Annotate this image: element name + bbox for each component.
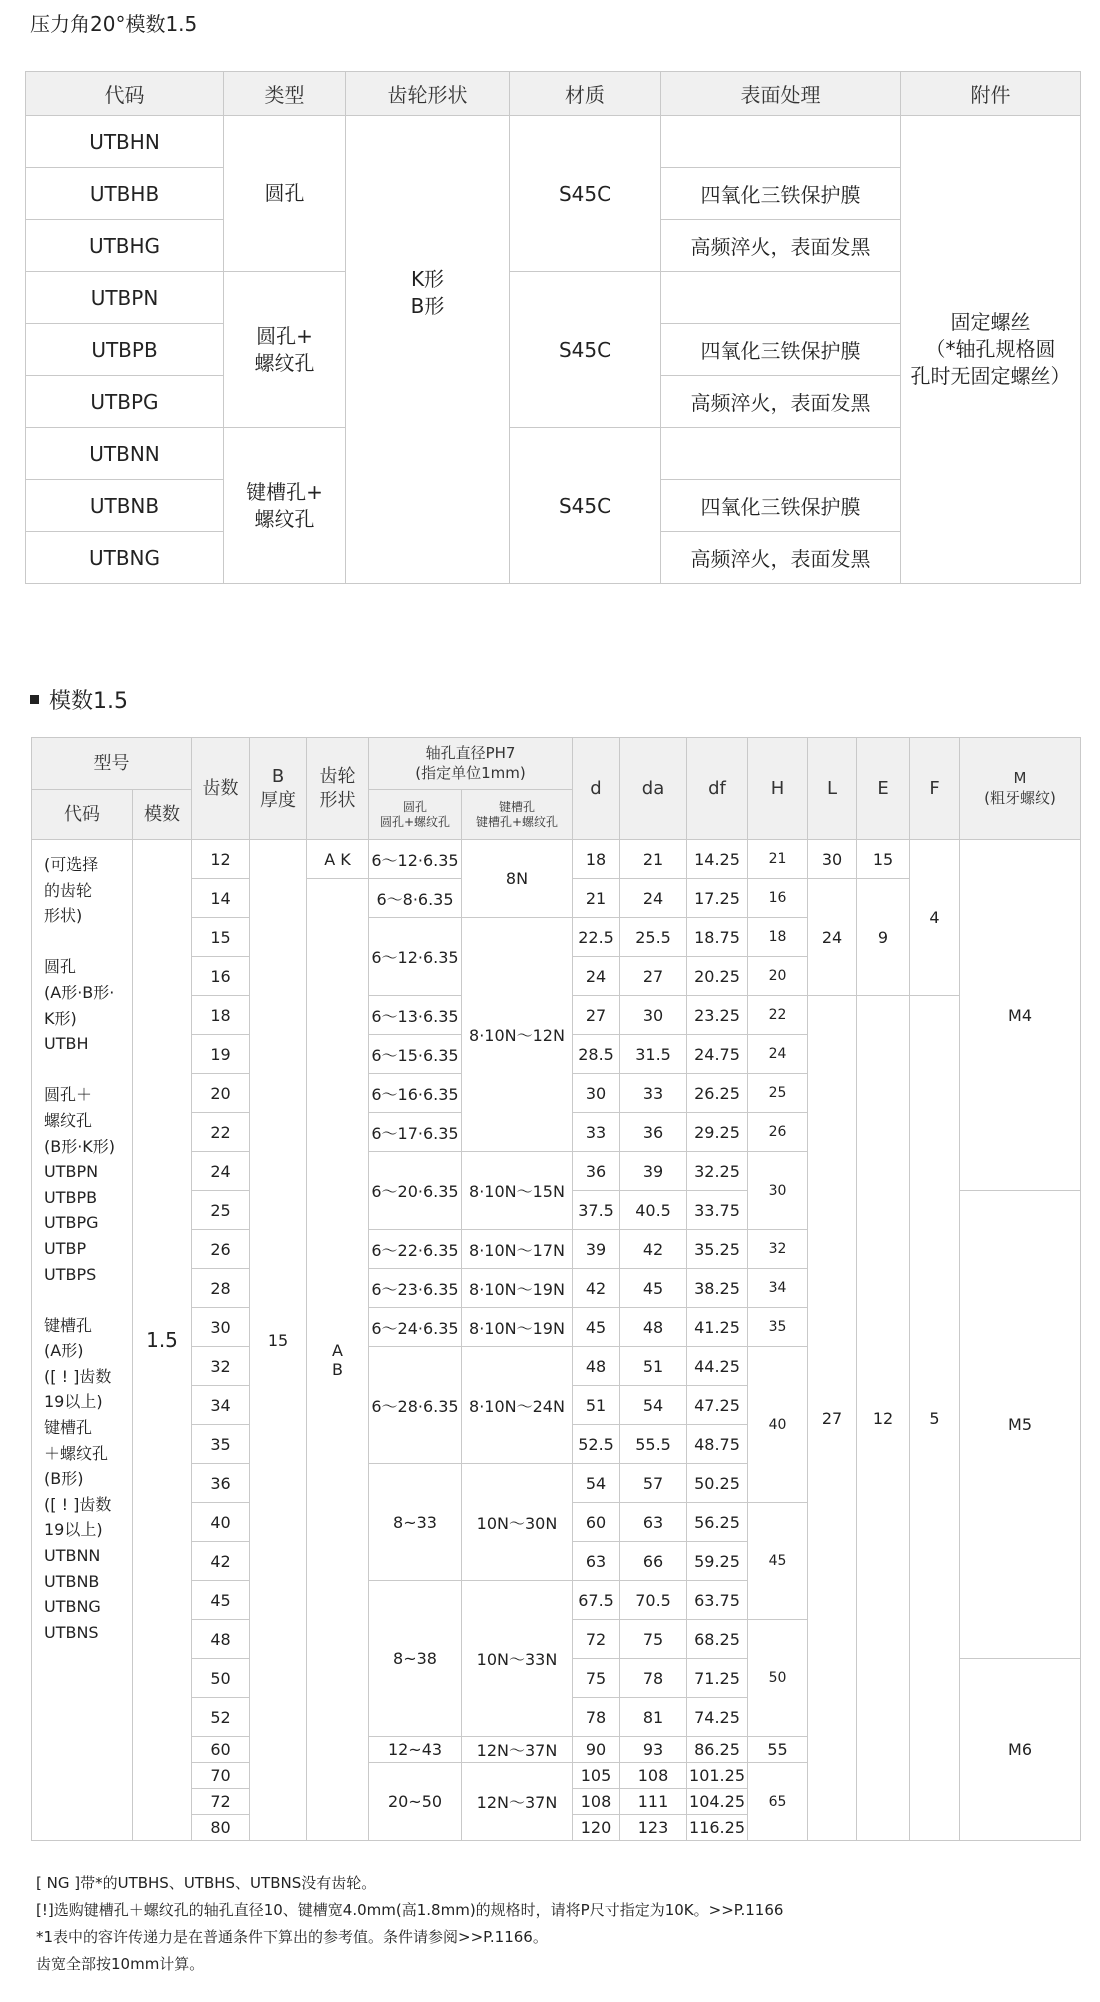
header-code: 代码 (26, 72, 224, 116)
h-cell: 24 (748, 1035, 808, 1074)
type-cell: 圆孔 (224, 116, 346, 272)
header-h: H (748, 738, 808, 840)
header-bore-diameter: 轴孔直径PH7 (指定单位1mm) (369, 738, 573, 790)
teeth-cell: 18 (192, 996, 250, 1035)
h-cell: 45 (748, 1503, 808, 1620)
d-cell: 108 (573, 1789, 620, 1815)
df-cell: 74.25 (687, 1698, 748, 1737)
keyway-bore-cell: 8·10N～19N (462, 1269, 573, 1308)
da-cell: 63 (620, 1503, 687, 1542)
da-cell: 70.5 (620, 1581, 687, 1620)
keyway-bore-cell: 8·10N～12N (462, 918, 573, 1152)
header-material: 材质 (510, 72, 661, 116)
surface-cell: 四氧化三铁保护膜 (661, 324, 901, 376)
header-attachment: 附件 (901, 72, 1081, 116)
header-l: L (808, 738, 857, 840)
da-cell: 54 (620, 1386, 687, 1425)
round-bore-cell: 8~38 (369, 1581, 462, 1737)
da-cell: 27 (620, 957, 687, 996)
da-cell: 57 (620, 1464, 687, 1503)
round-bore-cell: 6～15·6.35 (369, 1035, 462, 1074)
df-cell: 23.25 (687, 996, 748, 1035)
f-cell: 4 (910, 840, 960, 996)
module-cell: 1.5 (133, 840, 192, 1841)
code-cell: UTBNG (26, 532, 224, 584)
l-cell: 27 (808, 996, 857, 1841)
df-cell: 35.25 (687, 1230, 748, 1269)
keyway-bore-cell: 8N (462, 840, 573, 918)
surface-cell: 高频淬火，表面发黑 (661, 376, 901, 428)
specification-table (31, 737, 1081, 1841)
type-cell: 键槽孔+ 螺纹孔 (224, 428, 346, 584)
d-cell: 37.5 (573, 1191, 620, 1230)
header-m: M (粗牙螺纹) (960, 738, 1081, 840)
teeth-cell: 16 (192, 957, 250, 996)
teeth-cell: 32 (192, 1347, 250, 1386)
h-cell: 34 (748, 1269, 808, 1308)
code-cell: UTBPG (26, 376, 224, 428)
teeth-cell: 26 (192, 1230, 250, 1269)
d-cell: 21 (573, 879, 620, 918)
df-cell: 26.25 (687, 1074, 748, 1113)
d-cell: 63 (573, 1542, 620, 1581)
da-cell: 48 (620, 1308, 687, 1347)
material-cell: S45C (510, 428, 661, 584)
section-title-text: 模数1.5 (49, 689, 128, 714)
round-bore-cell: 6～28·6.35 (369, 1347, 462, 1464)
header-e: E (857, 738, 910, 840)
round-bore-cell: 20~50 (369, 1763, 462, 1841)
e-cell: 15 (857, 840, 910, 879)
header-type: 类型 (224, 72, 346, 116)
da-cell: 51 (620, 1347, 687, 1386)
h-cell: 22 (748, 996, 808, 1035)
df-cell: 63.75 (687, 1581, 748, 1620)
shape-cell: A B (307, 879, 369, 1841)
df-cell: 86.25 (687, 1737, 748, 1763)
table-row (32, 840, 1081, 879)
keyway-bore-cell: 12N～37N (462, 1763, 573, 1841)
section-title-pressure-angle: 压力角20°模数1.5 (30, 12, 198, 36)
f-cell: 5 (910, 996, 960, 1841)
d-cell: 120 (573, 1815, 620, 1841)
header-b-thickness: B 厚度 (250, 738, 307, 840)
header-row (32, 738, 1081, 790)
keyway-bore-cell: 10N～33N (462, 1581, 573, 1737)
d-cell: 36 (573, 1152, 620, 1191)
footnote: *1表中的容许传递力是在普通条件下算出的参考值。条件请参阅>>P.1166。 (36, 1928, 548, 1946)
bullet-square-icon (30, 695, 39, 704)
h-cell: 25 (748, 1074, 808, 1113)
h-cell: 16 (748, 879, 808, 918)
round-bore-cell: 8~33 (369, 1464, 462, 1581)
d-cell: 27 (573, 996, 620, 1035)
keyway-bore-cell: 12N～37N (462, 1737, 573, 1763)
h-cell: 55 (748, 1737, 808, 1763)
h-cell: 30 (748, 1152, 808, 1230)
round-bore-cell: 6～16·6.35 (369, 1074, 462, 1113)
shape-cell: A K (307, 840, 369, 879)
l-cell: 24 (808, 879, 857, 996)
df-cell: 104.25 (687, 1789, 748, 1815)
df-cell: 17.25 (687, 879, 748, 918)
teeth-cell: 70 (192, 1763, 250, 1789)
da-cell: 81 (620, 1698, 687, 1737)
code-cell: UTBHB (26, 168, 224, 220)
d-cell: 30 (573, 1074, 620, 1113)
d-cell: 51 (573, 1386, 620, 1425)
d-cell: 48 (573, 1347, 620, 1386)
da-cell: 31.5 (620, 1035, 687, 1074)
da-cell: 111 (620, 1789, 687, 1815)
round-bore-cell: 6～12·6.35 (369, 840, 462, 879)
teeth-cell: 45 (192, 1581, 250, 1620)
h-cell: 40 (748, 1347, 808, 1503)
m-cell: M5 (960, 1191, 1081, 1659)
l-cell: 30 (808, 840, 857, 879)
product-type-table (25, 71, 1081, 584)
teeth-cell: 48 (192, 1620, 250, 1659)
surface-cell: 四氧化三铁保护膜 (661, 168, 901, 220)
h-cell: 21 (748, 840, 808, 879)
round-bore-cell: 6～17·6.35 (369, 1113, 462, 1152)
df-cell: 32.25 (687, 1152, 748, 1191)
footnote: 齿宽全部按10mm计算。 (36, 1955, 205, 1973)
header-model: 型号 (32, 738, 192, 790)
da-cell: 55.5 (620, 1425, 687, 1464)
df-cell: 48.75 (687, 1425, 748, 1464)
da-cell: 123 (620, 1815, 687, 1841)
round-bore-cell: 6～13·6.35 (369, 996, 462, 1035)
df-cell: 29.25 (687, 1113, 748, 1152)
footnote: [ NG ]带*的UTBHS、UTBHS、UTBNS没有齿轮。 (36, 1874, 377, 1892)
material-cell: S45C (510, 116, 661, 272)
d-cell: 52.5 (573, 1425, 620, 1464)
da-cell: 24 (620, 879, 687, 918)
round-bore-cell: 6～22·6.35 (369, 1230, 462, 1269)
d-cell: 105 (573, 1763, 620, 1789)
material-cell: S45C (510, 272, 661, 428)
da-cell: 78 (620, 1659, 687, 1698)
keyway-bore-cell: 8·10N～24N (462, 1347, 573, 1464)
da-cell: 25.5 (620, 918, 687, 957)
da-cell: 40.5 (620, 1191, 687, 1230)
da-cell: 33 (620, 1074, 687, 1113)
teeth-cell: 35 (192, 1425, 250, 1464)
teeth-cell: 19 (192, 1035, 250, 1074)
table-row (26, 116, 1081, 168)
da-cell: 45 (620, 1269, 687, 1308)
keyway-bore-cell: 8·10N～15N (462, 1152, 573, 1230)
teeth-cell: 34 (192, 1386, 250, 1425)
m-cell: M4 (960, 840, 1081, 1191)
h-cell: 35 (748, 1308, 808, 1347)
attachment-cell: 固定螺丝 （*轴孔规格圆 孔时无固定螺丝） (901, 116, 1081, 584)
d-cell: 39 (573, 1230, 620, 1269)
round-bore-cell: 6～8·6.35 (369, 879, 462, 918)
section-title-module (30, 684, 128, 715)
d-cell: 75 (573, 1659, 620, 1698)
da-cell: 93 (620, 1737, 687, 1763)
d-cell: 45 (573, 1308, 620, 1347)
code-cell: UTBHG (26, 220, 224, 272)
code-cell: UTBNN (26, 428, 224, 480)
d-cell: 18 (573, 840, 620, 879)
header-surface: 表面处理 (661, 72, 901, 116)
code-cell: UTBHN (26, 116, 224, 168)
d-cell: 22.5 (573, 918, 620, 957)
header-round-bore: 圆孔 圆孔+螺纹孔 (369, 790, 462, 840)
round-bore-cell: 12~43 (369, 1737, 462, 1763)
d-cell: 78 (573, 1698, 620, 1737)
header-code: 代码 (32, 790, 133, 840)
teeth-cell: 12 (192, 840, 250, 879)
da-cell: 39 (620, 1152, 687, 1191)
d-cell: 54 (573, 1464, 620, 1503)
keyway-bore-cell: 8·10N～19N (462, 1308, 573, 1347)
code-cell: UTBPB (26, 324, 224, 376)
round-bore-cell: 6～20·6.35 (369, 1152, 462, 1230)
surface-cell: 高频淬火，表面发黑 (661, 220, 901, 272)
d-cell: 28.5 (573, 1035, 620, 1074)
teeth-cell: 22 (192, 1113, 250, 1152)
d-cell: 60 (573, 1503, 620, 1542)
da-cell: 21 (620, 840, 687, 879)
teeth-cell: 30 (192, 1308, 250, 1347)
h-cell: 26 (748, 1113, 808, 1152)
teeth-cell: 42 (192, 1542, 250, 1581)
df-cell: 59.25 (687, 1542, 748, 1581)
df-cell: 18.75 (687, 918, 748, 957)
code-cell: UTBNB (26, 480, 224, 532)
header-f: F (910, 738, 960, 840)
df-cell: 38.25 (687, 1269, 748, 1308)
round-bore-cell: 6～24·6.35 (369, 1308, 462, 1347)
surface-cell: 四氧化三铁保护膜 (661, 480, 901, 532)
type-cell: 圆孔+ 螺纹孔 (224, 272, 346, 428)
h-cell: 50 (748, 1620, 808, 1737)
e-cell: 9 (857, 879, 910, 996)
header-keyway-bore: 键槽孔 键槽孔+螺纹孔 (462, 790, 573, 840)
teeth-cell: 40 (192, 1503, 250, 1542)
code-cell: UTBPN (26, 272, 224, 324)
da-cell: 75 (620, 1620, 687, 1659)
df-cell: 68.25 (687, 1620, 748, 1659)
header-row (26, 72, 1081, 116)
header-teeth: 齿数 (192, 738, 250, 840)
e-cell: 12 (857, 996, 910, 1841)
h-cell: 32 (748, 1230, 808, 1269)
keyway-bore-cell: 10N～30N (462, 1464, 573, 1581)
surface-cell (661, 116, 901, 168)
teeth-cell: 72 (192, 1789, 250, 1815)
h-cell: 20 (748, 957, 808, 996)
df-cell: 101.25 (687, 1763, 748, 1789)
teeth-cell: 80 (192, 1815, 250, 1841)
teeth-cell: 14 (192, 879, 250, 918)
df-cell: 41.25 (687, 1308, 748, 1347)
model-description-cell: (可选择 的齿轮 形状) 圆孔 (A形·B形· K形) UTBH 圆孔＋ 螺纹孔 (B形·K形) UTBPN UTBPB UTBPG UTBP UTBPS 键槽孔 (A形) ([ ! ]齿数 19以上) 键槽孔 ＋螺纹孔 (B形) ([ ! ]齿数 19以上) UTBNN UTBNB UTBNG UTBNS (32, 840, 133, 1841)
keyway-bore-cell: 8·10N～17N (462, 1230, 573, 1269)
df-cell: 14.25 (687, 840, 748, 879)
d-cell: 67.5 (573, 1581, 620, 1620)
df-cell: 71.25 (687, 1659, 748, 1698)
footnotes (36, 1870, 783, 1978)
teeth-cell: 20 (192, 1074, 250, 1113)
teeth-cell: 24 (192, 1152, 250, 1191)
gear-shape-cell: K形 B形 (346, 116, 510, 584)
surface-cell: 高频淬火，表面发黑 (661, 532, 901, 584)
teeth-cell: 50 (192, 1659, 250, 1698)
df-cell: 56.25 (687, 1503, 748, 1542)
df-cell: 50.25 (687, 1464, 748, 1503)
df-cell: 20.25 (687, 957, 748, 996)
teeth-cell: 28 (192, 1269, 250, 1308)
round-bore-cell: 6～23·6.35 (369, 1269, 462, 1308)
df-cell: 116.25 (687, 1815, 748, 1841)
da-cell: 66 (620, 1542, 687, 1581)
teeth-cell: 60 (192, 1737, 250, 1763)
df-cell: 24.75 (687, 1035, 748, 1074)
round-bore-cell: 6～12·6.35 (369, 918, 462, 996)
d-cell: 90 (573, 1737, 620, 1763)
header-df: df (687, 738, 748, 840)
teeth-cell: 36 (192, 1464, 250, 1503)
header-module: 模数 (133, 790, 192, 840)
teeth-cell: 15 (192, 918, 250, 957)
header-gear-shape: 齿轮 形状 (307, 738, 369, 840)
d-cell: 24 (573, 957, 620, 996)
b-thickness-cell: 15 (250, 840, 307, 1841)
header-gear-shape: 齿轮形状 (346, 72, 510, 116)
teeth-cell: 52 (192, 1698, 250, 1737)
surface-cell (661, 428, 901, 480)
d-cell: 33 (573, 1113, 620, 1152)
surface-cell (661, 272, 901, 324)
da-cell: 108 (620, 1763, 687, 1789)
df-cell: 44.25 (687, 1347, 748, 1386)
df-cell: 33.75 (687, 1191, 748, 1230)
d-cell: 72 (573, 1620, 620, 1659)
header-d: d (573, 738, 620, 840)
m-cell: M6 (960, 1659, 1081, 1841)
header-da: da (620, 738, 687, 840)
df-cell: 47.25 (687, 1386, 748, 1425)
h-cell: 65 (748, 1763, 808, 1841)
d-cell: 42 (573, 1269, 620, 1308)
da-cell: 36 (620, 1113, 687, 1152)
da-cell: 30 (620, 996, 687, 1035)
footnote: [!]选购键槽孔＋螺纹孔的轴孔直径10、键槽宽4.0mm(高1.8mm)的规格时，请将P尺寸指定为10K。>>P.1166 (36, 1901, 784, 1919)
h-cell: 18 (748, 918, 808, 957)
da-cell: 42 (620, 1230, 687, 1269)
teeth-cell: 25 (192, 1191, 250, 1230)
